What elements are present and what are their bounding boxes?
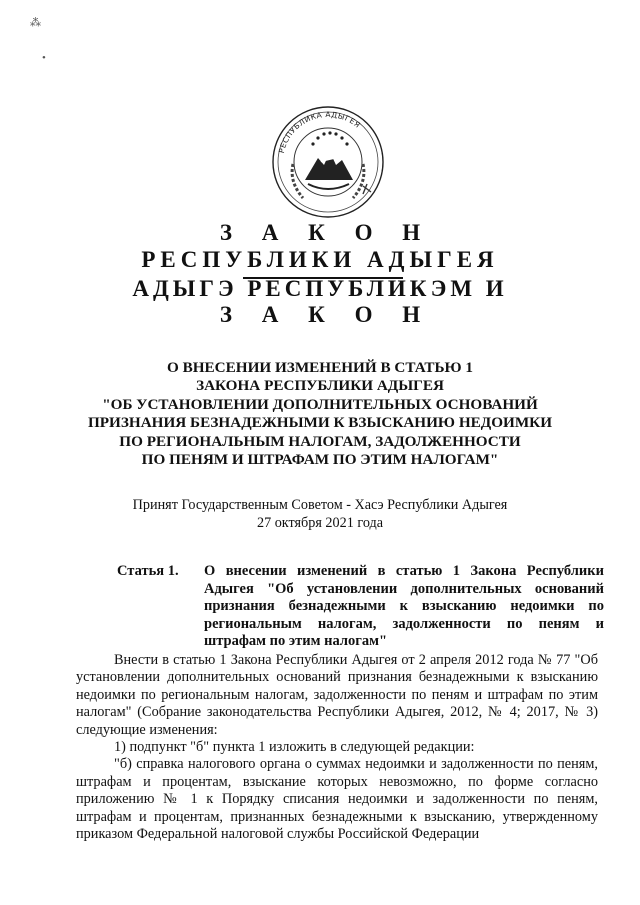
adyghe-republic-title: АДЫГЭ РЕСПУБЛИКЭМ И [132, 276, 508, 301]
coat-of-arms-emblem [263, 102, 393, 220]
heading-line: О ВНЕСЕНИИ ИЗМЕНЕНИЙ В СТАТЬЮ 1 [166, 359, 474, 376]
heading-line: ПО ПЕНЯМ И ШТРАФАМ ПО ЭТИМ НАЛОГАМ" [141, 451, 499, 469]
article-title: О внесении изменений в статью 1 Закона Республики Адыгея "Об установлении дополнительных оснований признания безнадежными к взысканию недоимки по региональным налогам, задолженности по пеням и штрафам по этим налогам" [204, 563, 604, 650]
law-heading [80, 359, 560, 469]
article-body [76, 652, 598, 843]
heading-line: ПРИЗНАНИЯ БЕЗНАДЕЖНЫМИ К ВЗЫСКАНИЮ НЕДОИМКИ [87, 414, 553, 432]
republic-name-title: РЕСПУБЛИКИ АДЫГЕЯ [141, 247, 499, 272]
svg-text:РЕСПУБЛИКА АДЫГЕЯ [277, 110, 362, 154]
article-label: Статья 1. [117, 563, 179, 579]
coat-of-arms-image [263, 102, 393, 220]
adoption-body: Принят Государственным Советом - Хасэ Республики Адыгея [132, 497, 508, 513]
adoption-note [0, 496, 640, 532]
heading-line: ЗАКОНА РЕСПУБЛИКИ АДЫГЕЯ [196, 377, 444, 395]
heading-line: ПО РЕГИОНАЛЬНЫМ НАЛОГАМ, ЗАДОЛЖЕННОСТИ [119, 432, 521, 450]
scan-speck: ⁂ [30, 17, 41, 29]
heading-line: "ОБ УСТАНОВЛЕНИИ ДОПОЛНИТЕЛЬНЫХ ОСНОВАНИЙ [102, 395, 538, 413]
scan-speck: • [42, 52, 46, 64]
body-paragraph: 1) подпункт "б" пункта 1 изложить в следующей редакции: [114, 739, 475, 756]
adyghe-document-type-title: З А К О Н [219, 302, 433, 327]
document-type-title: З А К О Н [219, 220, 433, 245]
emblem-inscription: РЕСПУБЛИКА АДЫГЕЯ [276, 109, 363, 155]
adoption-date: 27 октября 2021 года [256, 515, 384, 531]
body-paragraph: Внести в статью 1 Закона Республики Адыгея от 2 апреля 2012 года № 77 "Об установлении дополнительных оснований признания безнадежными к взысканию недоимки по региональным налогам, задолженности по пеням и штрафам по этим налогам" (Собрание законодательства Республики Адыгея, 2012, № 4; 2017, № 3) следующие изменения: [76, 652, 598, 738]
body-paragraph: "б) справка налогового органа о суммах недоимки и задолженности по пеням, штрафам и процентам, взыскание которых невозможно, по форме согласно приложению № 1 к Порядку списания недоимки и задолженности по пеням, штрафам и процентам, признанных безнадежными к взысканию, утвержденному приказом Федеральной налоговой службы Российской Федерации [76, 756, 598, 843]
